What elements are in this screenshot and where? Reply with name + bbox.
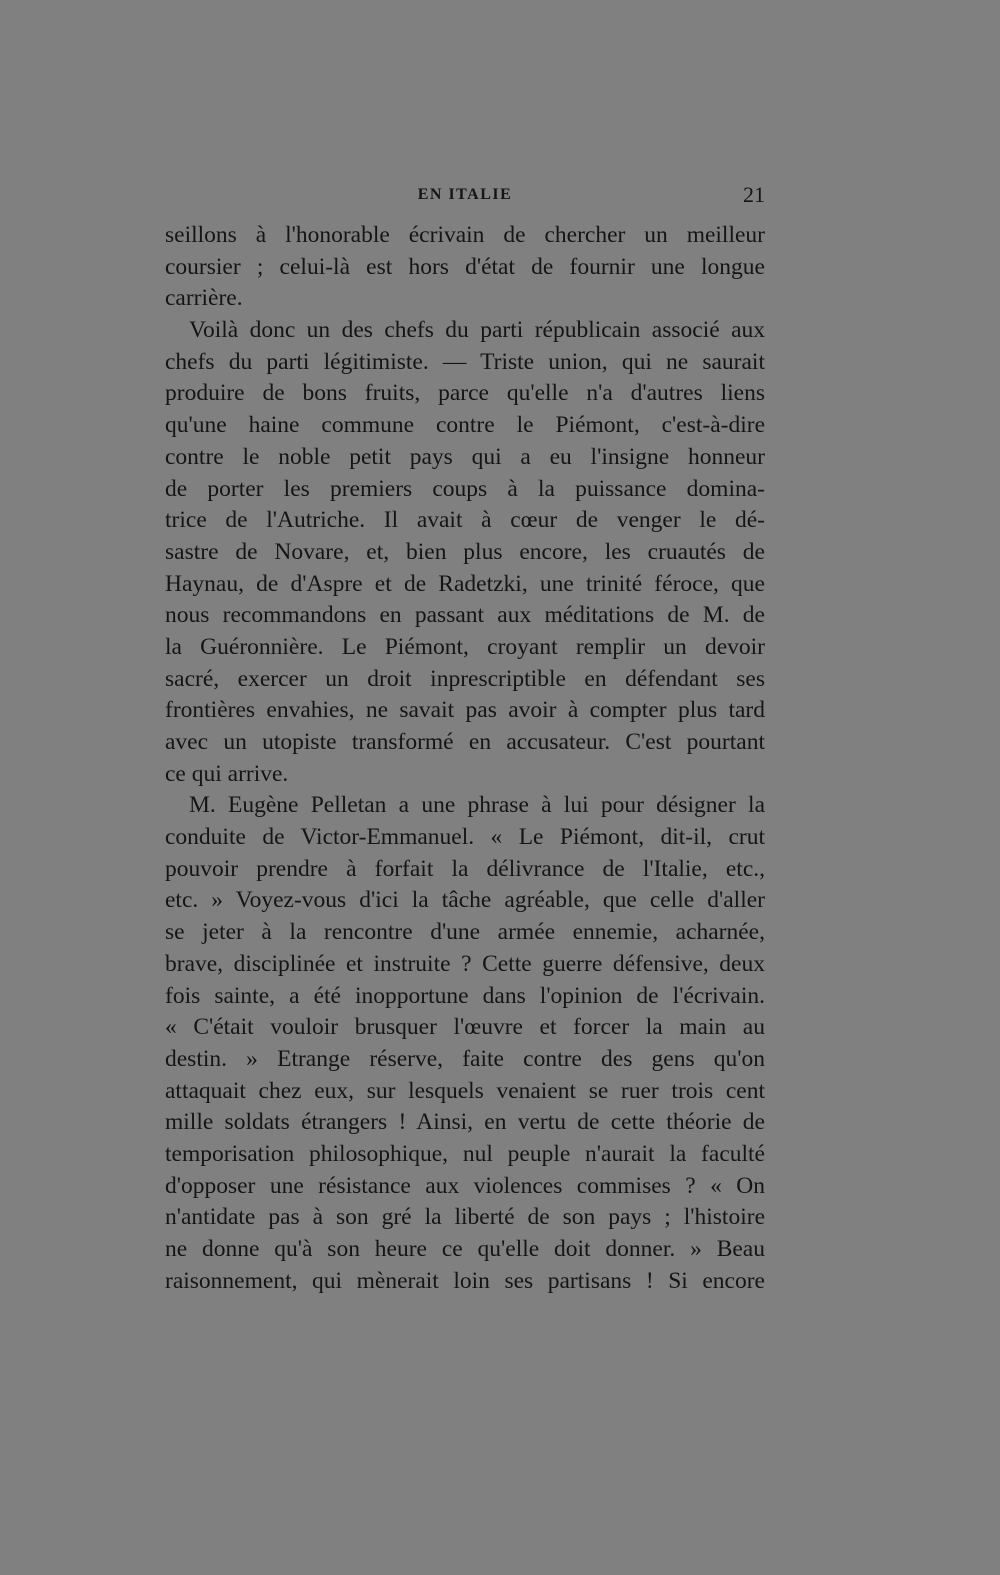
text-line: qu'une haine commune contre le Piémont, c'est-à-dire: [165, 412, 765, 439]
body-text: [165, 220, 765, 1297]
text-line: temporisation philosophique, nul peuple n'aurait la faculté: [165, 1140, 765, 1167]
page-number: 21: [743, 182, 765, 207]
text-line: la Guéronnière. Le Piémont, croyant remplir un devoir: [165, 633, 765, 660]
text-line: produire de bons fruits, parce qu'elle n'a d'autres liens: [165, 380, 765, 407]
text-line: trice de l'Autriche. Il avait à cœur de venger le dé-: [165, 507, 765, 534]
text-line: seillons à l'honorable écrivain de chercher un meilleur: [165, 222, 765, 248]
text-line: d'opposer une résistance aux violences commises ? « On: [165, 1172, 765, 1199]
text-line: carrière.: [165, 285, 243, 312]
text-line: ce qui arrive.: [165, 760, 289, 787]
text-line: se jeter à la rencontre d'une armée ennemie, acharnée,: [165, 919, 765, 946]
text-line: conduite de Victor-Emmanuel. « Le Piémont, dit-il, crut: [165, 824, 765, 851]
text-line: destin. » Etrange réserve, faite contre des gens qu'on: [165, 1045, 765, 1072]
text-line: chefs du parti légitimiste. — Triste union, qui ne saurait: [165, 348, 765, 375]
text-line: avec un utopiste transformé en accusateur. C'est pourtant: [165, 729, 765, 755]
text-line: « C'était vouloir brusquer l'œuvre et forcer la main au: [165, 1014, 765, 1041]
text-line: sacré, exercer un droit inprescriptible en défendant ses: [165, 665, 765, 692]
text-line: Voilà donc un des chefs du parti républicain associé aux: [189, 317, 765, 344]
text-line: Haynau, de d'Aspre et de Radetzki, une trinité féroce, que: [165, 570, 765, 597]
text-line: attaquait chez eux, sur lesquels venaient se ruer trois cent: [165, 1077, 765, 1104]
text-line: fois sainte, a été inopportune dans l'opinion de l'écrivain.: [165, 982, 765, 1009]
running-head: [165, 182, 765, 212]
text-line: n'antidate pas à son gré la liberté de son pays ; l'histoire: [165, 1204, 765, 1231]
running-title: EN ITALIE: [417, 186, 513, 203]
text-line: brave, disciplinée et instruite ? Cette guerre défensive, deux: [165, 950, 765, 977]
text-line: etc. » Voyez-vous d'ici la tâche agréable, que celle d'aller: [165, 887, 765, 914]
text-line: frontières envahies, ne savait pas avoir à compter plus tard: [165, 697, 765, 724]
text-line: ne donne qu'à son heure ce qu'elle doit donner. » Beau: [165, 1236, 765, 1262]
text-line: M. Eugène Pelletan a une phrase à lui pour désigner la: [189, 792, 765, 819]
text-line: nous recommandons en passant aux méditations de M. de: [165, 602, 765, 629]
text-line: contre le noble petit pays qui a eu l'insigne honneur: [165, 443, 765, 470]
text-line: mille soldats étrangers ! Ainsi, en vertu de cette théorie de: [165, 1109, 765, 1136]
text-line: coursier ; celui-là est hors d'état de fournir une longue: [165, 253, 765, 280]
text-line: sastre de Novare, et, bien plus encore, les cruautés de: [165, 538, 765, 565]
text-line: raisonnement, qui mènerait loin ses partisans ! Si encore: [165, 1267, 765, 1294]
text-line: de porter les premiers coups à la puissance domina-: [165, 475, 765, 502]
text-line: pouvoir prendre à forfait la délivrance de l'Italie, etc.,: [165, 855, 765, 882]
